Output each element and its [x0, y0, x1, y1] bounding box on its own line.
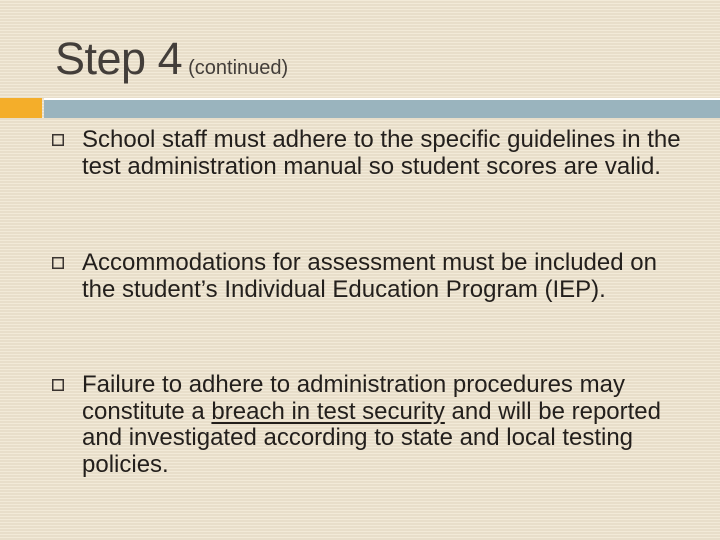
- hollow-square-bullet-icon: [52, 257, 64, 269]
- bullet-text-start: Failure to adhere to administration procedures may constitute a: [82, 371, 625, 425]
- slide-title: [55, 33, 288, 85]
- hollow-square-bullet-icon: [52, 379, 64, 391]
- bullet-text-end: and will be reported and investigated according to state and local testing policies.: [82, 397, 661, 478]
- title-accent-block: [0, 98, 42, 118]
- bullet-text: [82, 372, 682, 478]
- breach-in-test-security-underlined: breach in test security: [211, 397, 445, 425]
- slide-title-main: Step 4: [55, 33, 183, 84]
- bullet-text: Accommodations for assessment must be included on the student’s Individual Education Program (IEP).: [82, 249, 657, 303]
- title-divider-bar: [44, 98, 720, 118]
- hollow-square-bullet-icon: [52, 134, 64, 146]
- bullet-text: School staff must adhere to the specific guidelines in the test administration manual so student scores are valid.: [82, 126, 681, 180]
- slide-title-subtitle: (continued): [188, 57, 289, 79]
